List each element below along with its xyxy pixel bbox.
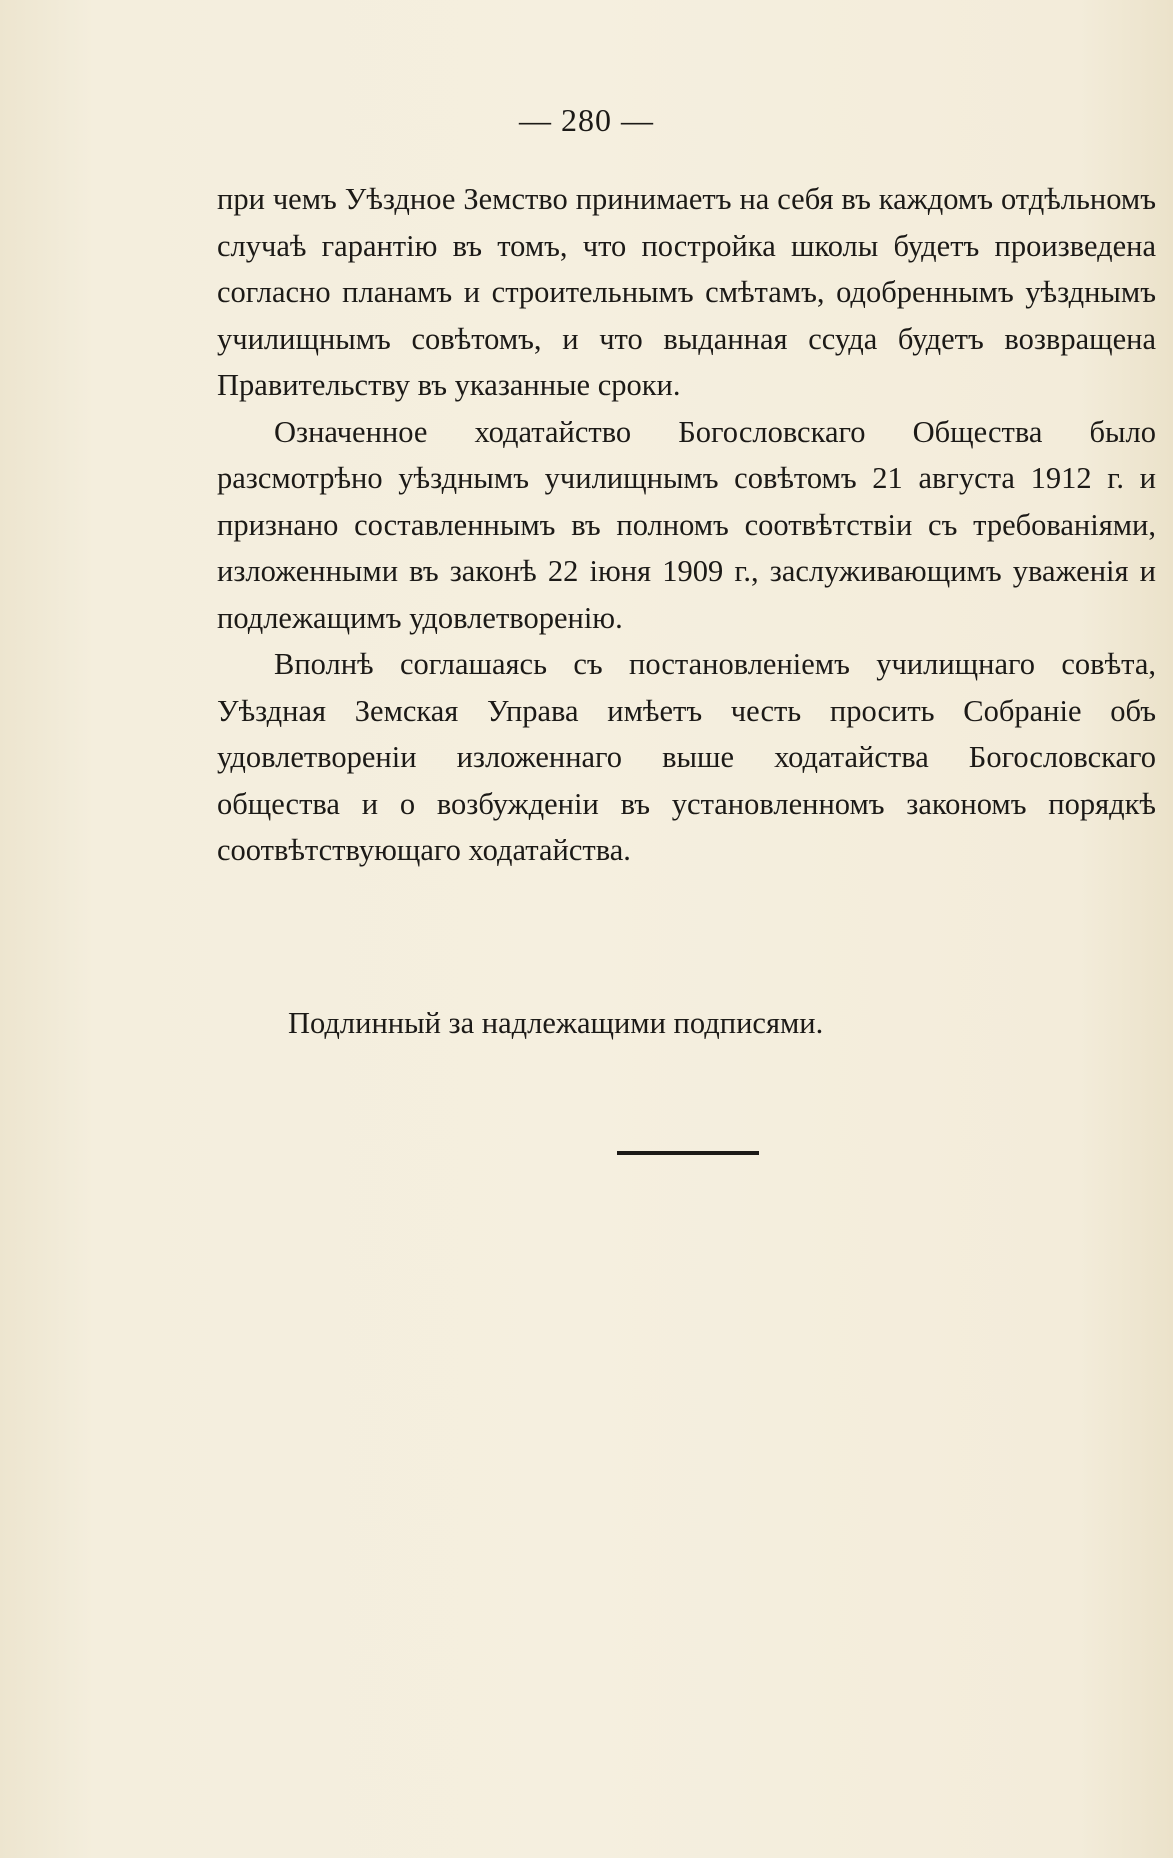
- signature-note: Подлинный за надлежащими подписями.: [288, 1006, 824, 1040]
- paragraph-3: Вполнѣ соглашаясь съ постановленіемъ училищнаго совѣта, Уѣздная Земская Управа имѣетъ честь просить Собраніе объ удовлетвореніи изложеннаго выше ходатайства Богословскаго общества и о возбужденіи въ установленномъ закономъ порядкѣ соотвѣтствующаго ходатайства.: [217, 647, 1156, 867]
- body-text: [217, 176, 1156, 874]
- page-number: — 280 —: [519, 102, 654, 138]
- paragraph-2: Означенное ходатайство Богословскаго Общества было разсмотрѣно уѣзднымъ училищнымъ совѣтомъ 21 августа 1912 г. и признано составленнымъ въ полномъ соотвѣтствіи съ требованіями, изложенными въ законѣ 22 іюня 1909 г., заслуживающимъ уваженія и подлежащимъ удовлетворенію.: [217, 414, 1156, 635]
- paragraph-1: при чемъ Уѣздное Земство принимаетъ на себя въ каждомъ отдѣльномъ случаѣ гарантію въ томъ, что постройка школы будетъ произведена согласно планамъ и строительнымъ смѣтамъ, одобреннымъ уѣзднымъ училищнымъ совѣтомъ, и что выданная ссуда будетъ возвращена Правительству въ указанные сроки.: [217, 182, 1156, 402]
- closing-rule: [617, 1151, 759, 1155]
